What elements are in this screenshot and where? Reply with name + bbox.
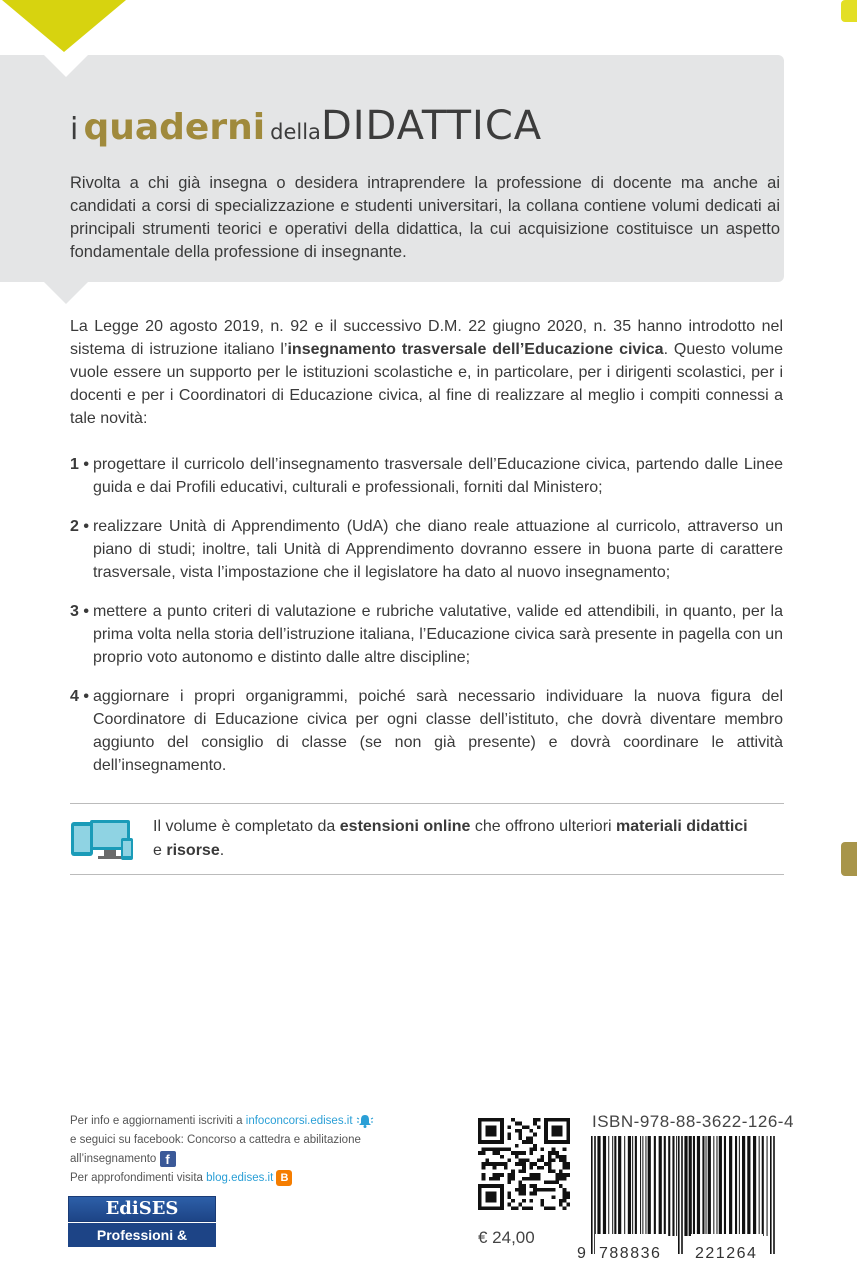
- isbn-label: ISBN-978-88-3622-126-4: [592, 1112, 794, 1131]
- series-subject: DIDATTICA: [320, 103, 543, 149]
- online-text-4: .: [219, 842, 225, 859]
- barcode-left-digits: 788836: [599, 1245, 662, 1261]
- online-bold-1: estensioni online: [339, 818, 471, 835]
- infoconcorsi-link[interactable]: infoconcorsi.edises.it: [245, 1115, 353, 1127]
- objectives-list: [70, 453, 783, 793]
- list-number: 2 •: [70, 518, 89, 535]
- facebook-icon[interactable]: f: [160, 1151, 176, 1167]
- list-item: [70, 515, 783, 584]
- devices-icon: [70, 818, 140, 862]
- list-item: [70, 600, 783, 669]
- list-number: 4 •: [70, 688, 89, 705]
- list-number: 1 •: [70, 456, 89, 473]
- barcode-right-digits: 221264: [695, 1245, 758, 1261]
- series-title: [70, 103, 542, 149]
- paragraph-bold: insegnamento trasversale dell’Educazione civica: [287, 341, 664, 358]
- online-text-1: Il volume è completato da: [153, 818, 340, 835]
- series-connector: della: [270, 120, 321, 144]
- blog-link[interactable]: blog.edises.it: [206, 1172, 274, 1184]
- series-name: quaderni: [83, 107, 266, 148]
- panel-notch-top: [44, 55, 88, 77]
- list-text: aggiornare i propri organigrammi, poiché sarà necessario individuare la nuova figura del Coordinatore di Educazione civica per ogni classe dell’istituto, che dovrà diventare membro aggiunto del consiglio di classe (se non già presente) e dovrà coordinare le attività dell’insegnamento.: [92, 688, 783, 774]
- qr-code: [478, 1118, 570, 1210]
- online-extensions-note: [153, 815, 785, 863]
- list-item: [70, 685, 783, 777]
- divider-top: [70, 803, 784, 804]
- logo-name: EdiSES: [68, 1196, 216, 1222]
- list-text: realizzare Unità di Apprendimento (UdA) che diano reale attuazione al curricolo, attraverso un piano di studi; inoltre, tali Unità di Apprendimento dovranno essere in buona parte di carattere trasversale, vista l’impostazione che il legislatore ha dato al nuovo insegnamento;: [92, 518, 783, 581]
- online-bold-3: risorse: [166, 842, 220, 859]
- series-prefix: i: [70, 112, 79, 147]
- list-number: 3 •: [70, 603, 89, 620]
- info-line-1: Per info e aggiornamenti iscriviti a: [70, 1115, 246, 1127]
- bell-icon: [356, 1114, 374, 1128]
- online-bold-2: materiali didattici: [616, 818, 748, 835]
- divider-bottom: [70, 874, 784, 875]
- list-text: progettare il curricolo dell’insegnamento trasversale dell’Educazione civica, partendo dalle Linee guida e dai Profili educativi, culturali e professionali, forniti dal Ministero;: [92, 456, 783, 496]
- list-item: [70, 453, 783, 499]
- side-edge-tab: [841, 842, 857, 876]
- paragraph-text-1: La Legge 20 agosto 2019, n. 92 e il successivo D.M. 22 giugno 2020, n. 35 hanno introdotto nel sistema di istruzione italiano l’: [70, 318, 783, 358]
- panel-notch-bottom: [44, 282, 88, 304]
- info-block: [70, 1112, 450, 1188]
- paragraph-text-2: . Questo volume vuole essere un supporto per le istituzioni scolastiche e, in particolare, per i dirigenti scolastici, per i docenti e per i Coordinatori di Educazione civica, al fine di realizzare al meglio i compiti connessi a tale novità:: [70, 341, 783, 427]
- series-description: Rivolta a chi già insegna o desidera intraprendere la professione di docente ma anche ai candidati a corsi di specializzazione e studenti universitari, la collana contiene volumi dedicati ai principali strumenti teorici e operativi della didattica, la cui acquisizione costituisce un aspetto fondamentale della professione di insegnante.: [70, 174, 780, 261]
- main-paragraph: [70, 315, 783, 430]
- list-text: mettere a punto criteri di valutazione e rubriche valutative, valide ed attendibili, in quanto, per la prima volta nella storia dell’istruzione italiana, l’Educazione civica sarà presente in pagella con un proprio voto autonomo e distinto dalle altre discipline;: [92, 603, 783, 666]
- info-line-3: Per approfondimenti visita: [70, 1172, 207, 1184]
- barcode: [577, 1136, 786, 1261]
- blogger-icon[interactable]: B: [276, 1170, 292, 1186]
- info-line-2: e seguici su facebook: Concorso a cattedra e abilitazione all’insegnamento: [70, 1134, 361, 1165]
- barcode-first-digit: 9: [577, 1245, 586, 1261]
- online-text-2: che offrono ulteriori: [470, 818, 617, 835]
- top-edge-tab: [841, 0, 857, 22]
- publisher-logo: [68, 1196, 216, 1267]
- online-text-3: e: [153, 842, 167, 859]
- logo-tagline: Professioni & Concorsi: [68, 1223, 216, 1247]
- price-label: € 24,00: [478, 1228, 535, 1247]
- yellow-corner-triangle: [2, 0, 126, 52]
